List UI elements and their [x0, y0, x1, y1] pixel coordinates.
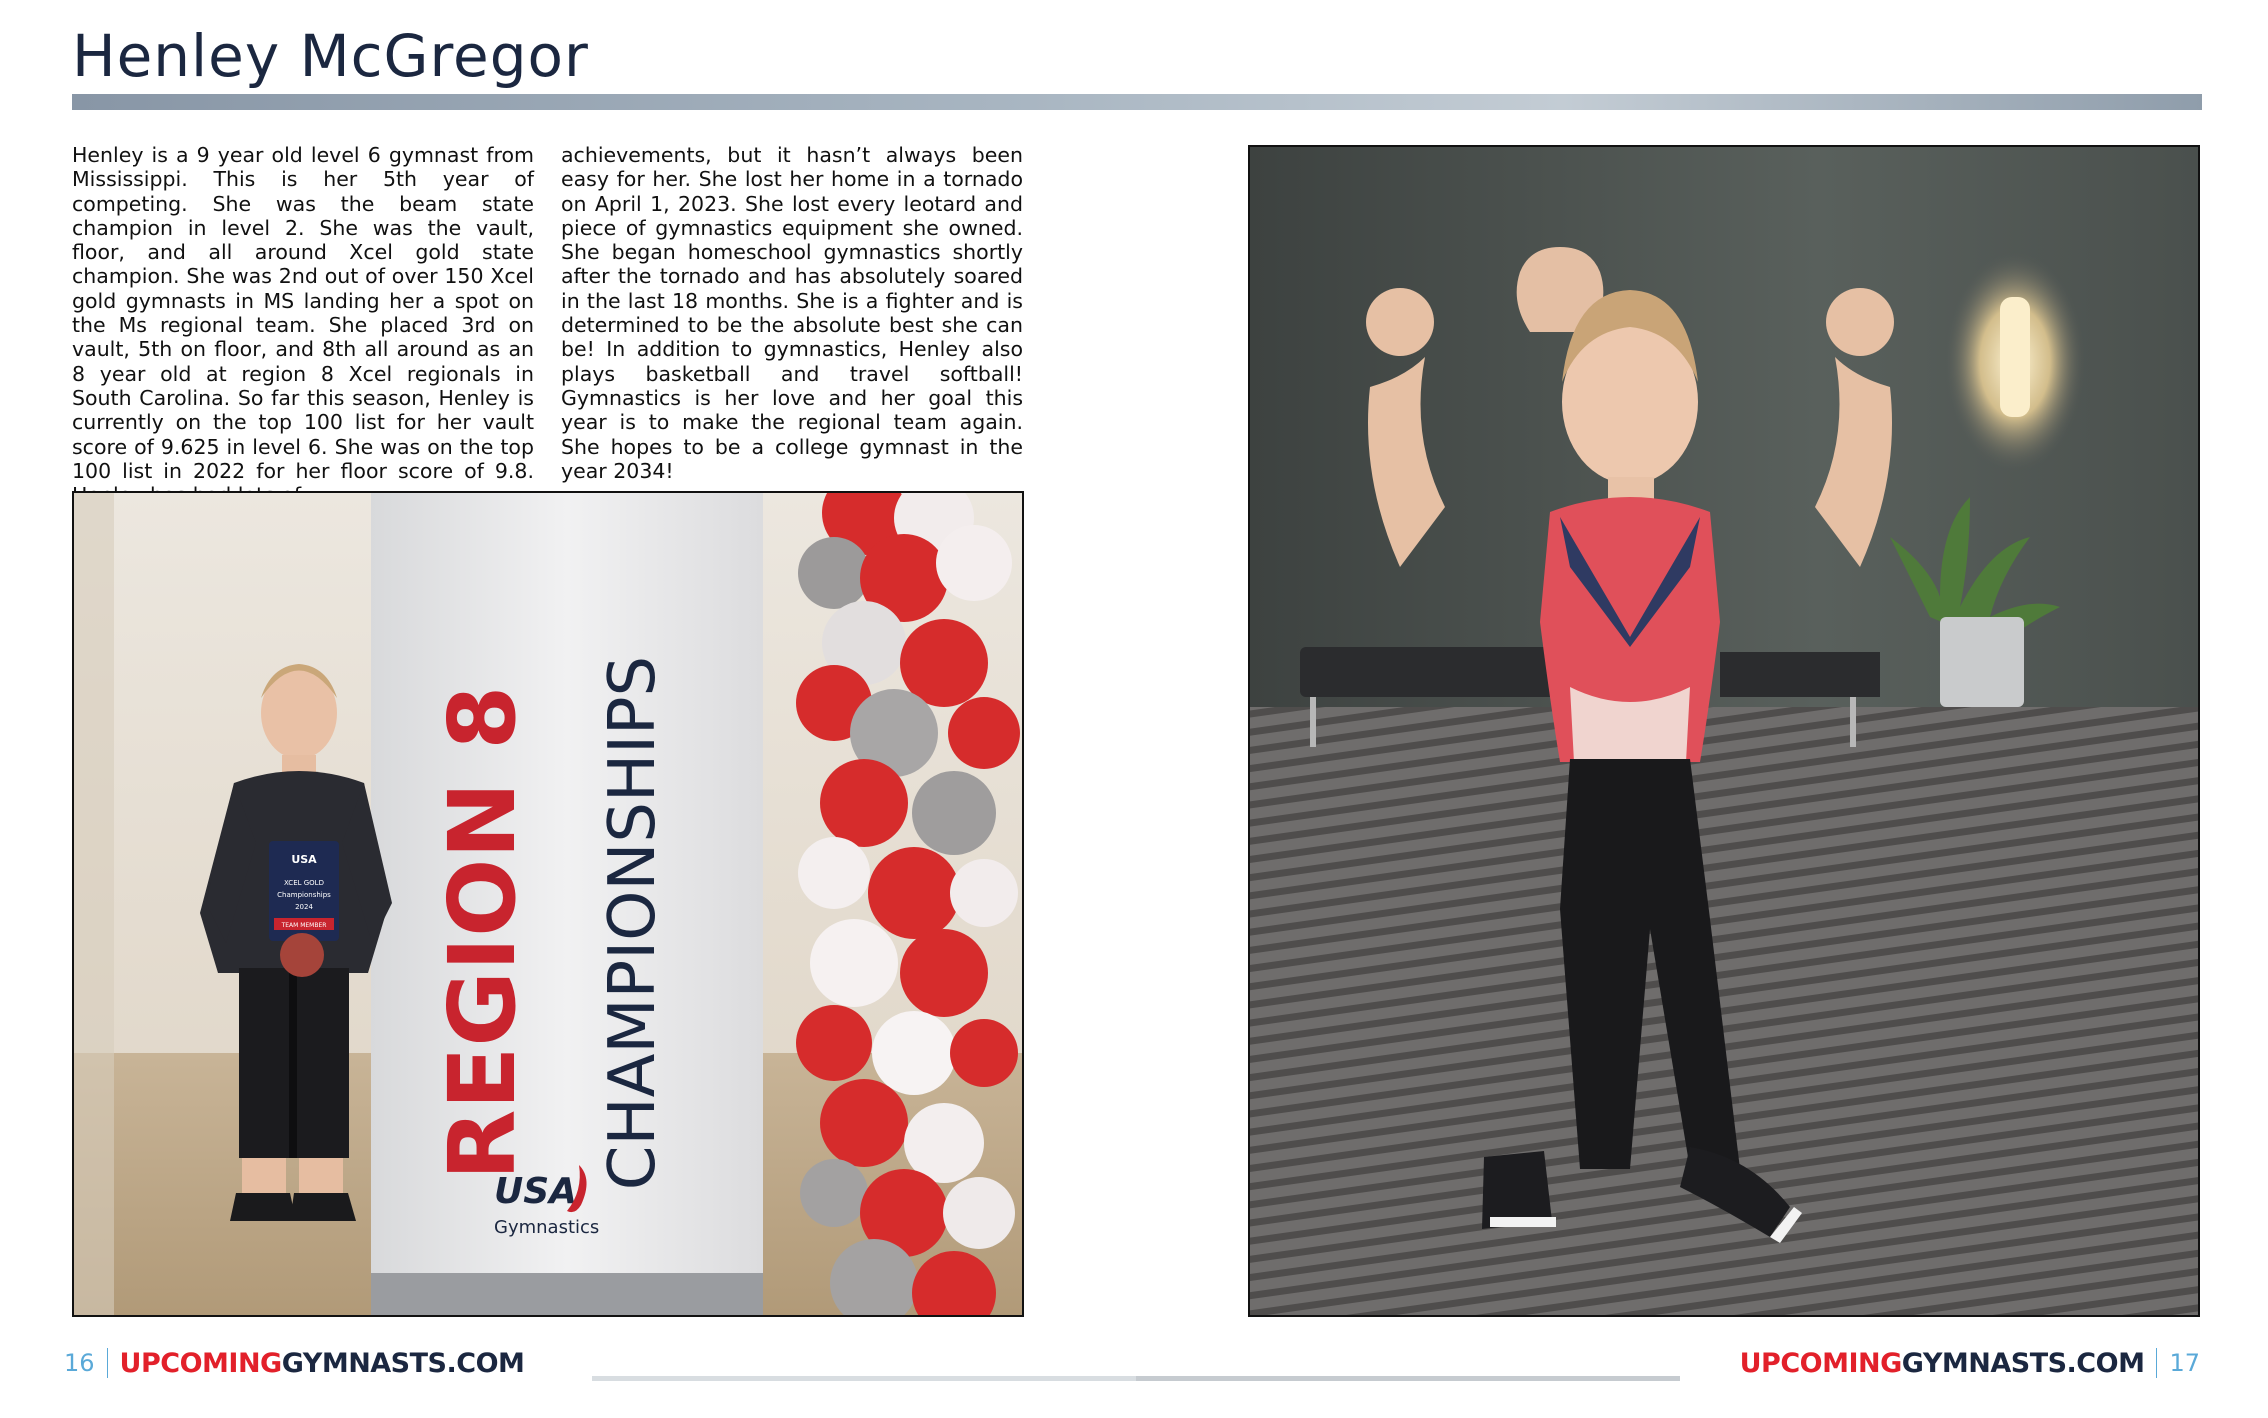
footer-right [1740, 1346, 2200, 1380]
photo-region8-trophy [72, 491, 1024, 1317]
photo-flexing-illustration [1250, 147, 2198, 1315]
footer-bar-right [1136, 1376, 1680, 1381]
page-number-divider [107, 1348, 108, 1378]
brand-logo-right[interactable] [1740, 1348, 2145, 1379]
page-number-divider [2156, 1348, 2157, 1378]
page-title: Henley McGregor [72, 22, 589, 90]
photo-region8-illustration [74, 493, 1022, 1315]
banner-region8: REGION 8 [429, 685, 536, 1181]
brand-upcoming: UPCOMING [119, 1347, 282, 1379]
medal [280, 933, 324, 977]
usa-logo-text: USA [494, 1171, 578, 1212]
footer-bar-left [592, 1376, 1136, 1381]
plaque-usa: USA [291, 853, 317, 866]
photo-flexing-gymnast [1248, 145, 2200, 1317]
plaque-championships: Championships [277, 891, 331, 899]
article-column-2: achievements, but it hasn’t always been easy for her. She lost her home in a tornado on April 1, 2023. She lost every leotard and piece of gymnastics equipment she owned. She began homeschool gymnastics shortly after the tornado and has absolutely soared in the last 18 months. She is a fighter and is determined to be the absolute best she can be! In addition to gymnastics, Henley also plays basketball and travel softball! Gymnastics is her love and her goal this year is to make the regional team again. She hopes to be a college gymnast in the year 2034! [561, 143, 1023, 483]
plaque-team-member: TEAM MEMBER [281, 922, 327, 929]
footer-left [64, 1346, 524, 1380]
brand-gymnasts: GYMNASTS.COM [281, 1347, 525, 1379]
page-number-left: 16 [64, 1349, 95, 1377]
page-number-right: 17 [2169, 1349, 2200, 1377]
article-column-1: Henley is a 9 year old level 6 gymnast from Mississippi. This is her 5th year of competing. She was the beam state champion in level 2. She was the vault, floor, and all around Xcel gold state champion. She was 2nd out of over 150 Xcel gold gymnasts in MS landing her a spot on the Ms regional team. She placed 3rd on vault, 5th on floor, and 8th all around as an 8 year old at region 8 Xcel regionals in South Carolina. So far this season, Henley is currently on the top 100 list for her vault score of 9.625 in level 6. She was on the top 100 list in 2022 for her floor score of 9.8. [72, 143, 534, 483]
brand-logo-left[interactable] [120, 1348, 525, 1379]
plaque-xcel-gold: XCEL GOLD [284, 879, 324, 887]
banner-championships: CHAMPIONSHIPS [596, 655, 670, 1191]
plaque-year: 2024 [295, 903, 313, 911]
gymnastics-logo-text: Gymnastics [494, 1217, 600, 1238]
title-rule [72, 94, 2202, 110]
brand-upcoming: UPCOMING [1739, 1347, 1902, 1379]
brand-gymnasts: GYMNASTS.COM [1901, 1347, 2145, 1379]
